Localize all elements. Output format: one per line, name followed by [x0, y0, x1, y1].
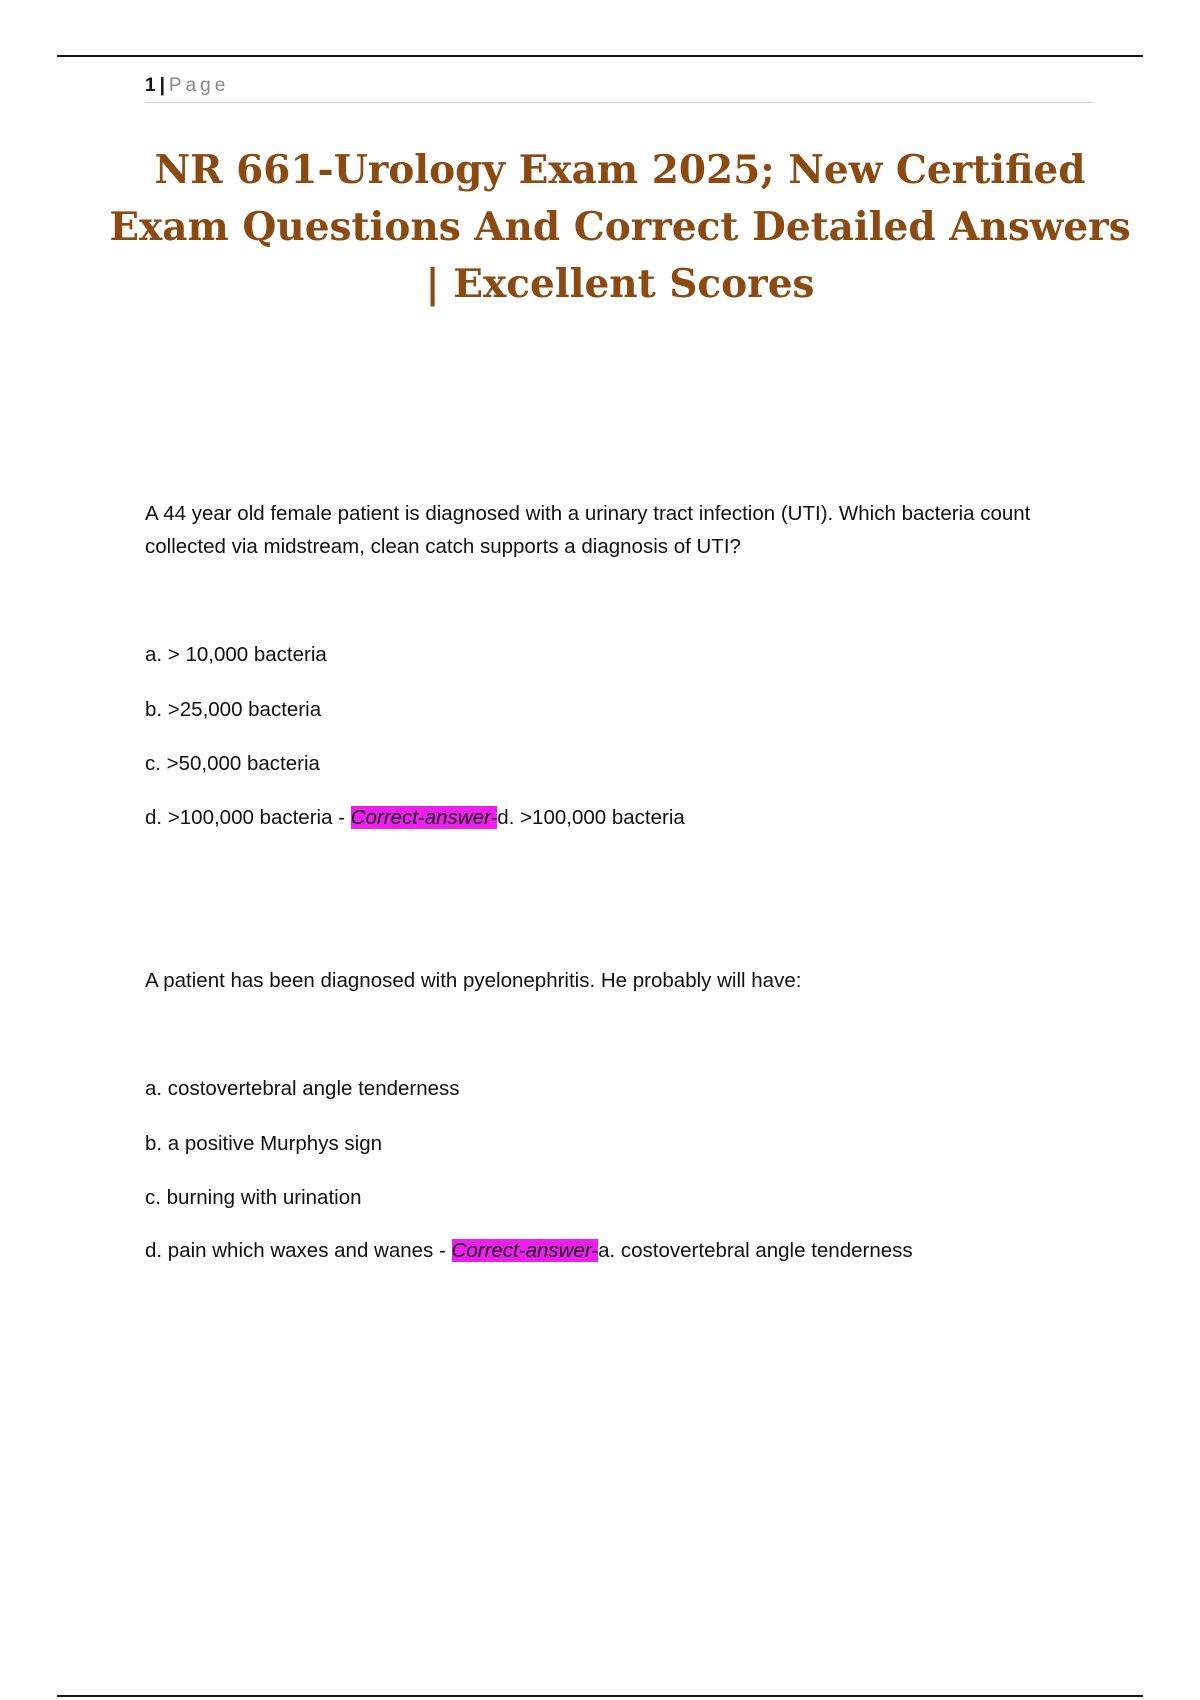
bottom-rule — [57, 1695, 1143, 1697]
page-label: Page — [168, 75, 230, 96]
question-1-answer: d. >100,000 bacteria — [497, 806, 685, 829]
question-2-text: A patient has been diagnosed with pyelonephritis. He probably will have: — [145, 969, 802, 992]
question-1-text: A 44 year old female patient is diagnosed with a urinary tract infection (UTI). Which bacteria count collected via midstream, clean catch supports a diagnosis of UTI? — [145, 502, 1031, 558]
page-header — [145, 72, 1093, 103]
page-separator: | — [159, 75, 165, 96]
question-1-option-d — [145, 803, 1075, 833]
question-2-option-c: c. burning with urination — [145, 1186, 362, 1209]
question-1-answer-marker: Correct-answer- — [350, 806, 498, 829]
top-rule — [57, 55, 1143, 57]
question-2-option-a: a. costovertebral angle tenderness — [145, 1077, 460, 1100]
question-2-option-b: b. a positive Murphys sign — [145, 1132, 383, 1155]
question-2-option-d — [145, 1236, 1075, 1266]
page-number: 1 — [145, 75, 156, 96]
question-1-option-b: b. >25,000 bacteria — [145, 698, 322, 721]
question-2-answer-marker: Correct-answer- — [451, 1239, 599, 1262]
question-2-option-d-text: d. pain which waxes and wanes - — [145, 1239, 452, 1262]
question-1-option-a: a. > 10,000 bacteria — [145, 643, 327, 666]
question-1-option-d-text: d. >100,000 bacteria - — [145, 806, 351, 829]
question-1-option-c: c. >50,000 bacteria — [145, 752, 320, 775]
document-title: NR 661-Urology Exam 2025; New Certified Exam Questions And Correct Detailed Answers | Excellent Scores — [109, 147, 1131, 307]
question-2-answer: a. costovertebral angle tenderness — [598, 1239, 913, 1262]
